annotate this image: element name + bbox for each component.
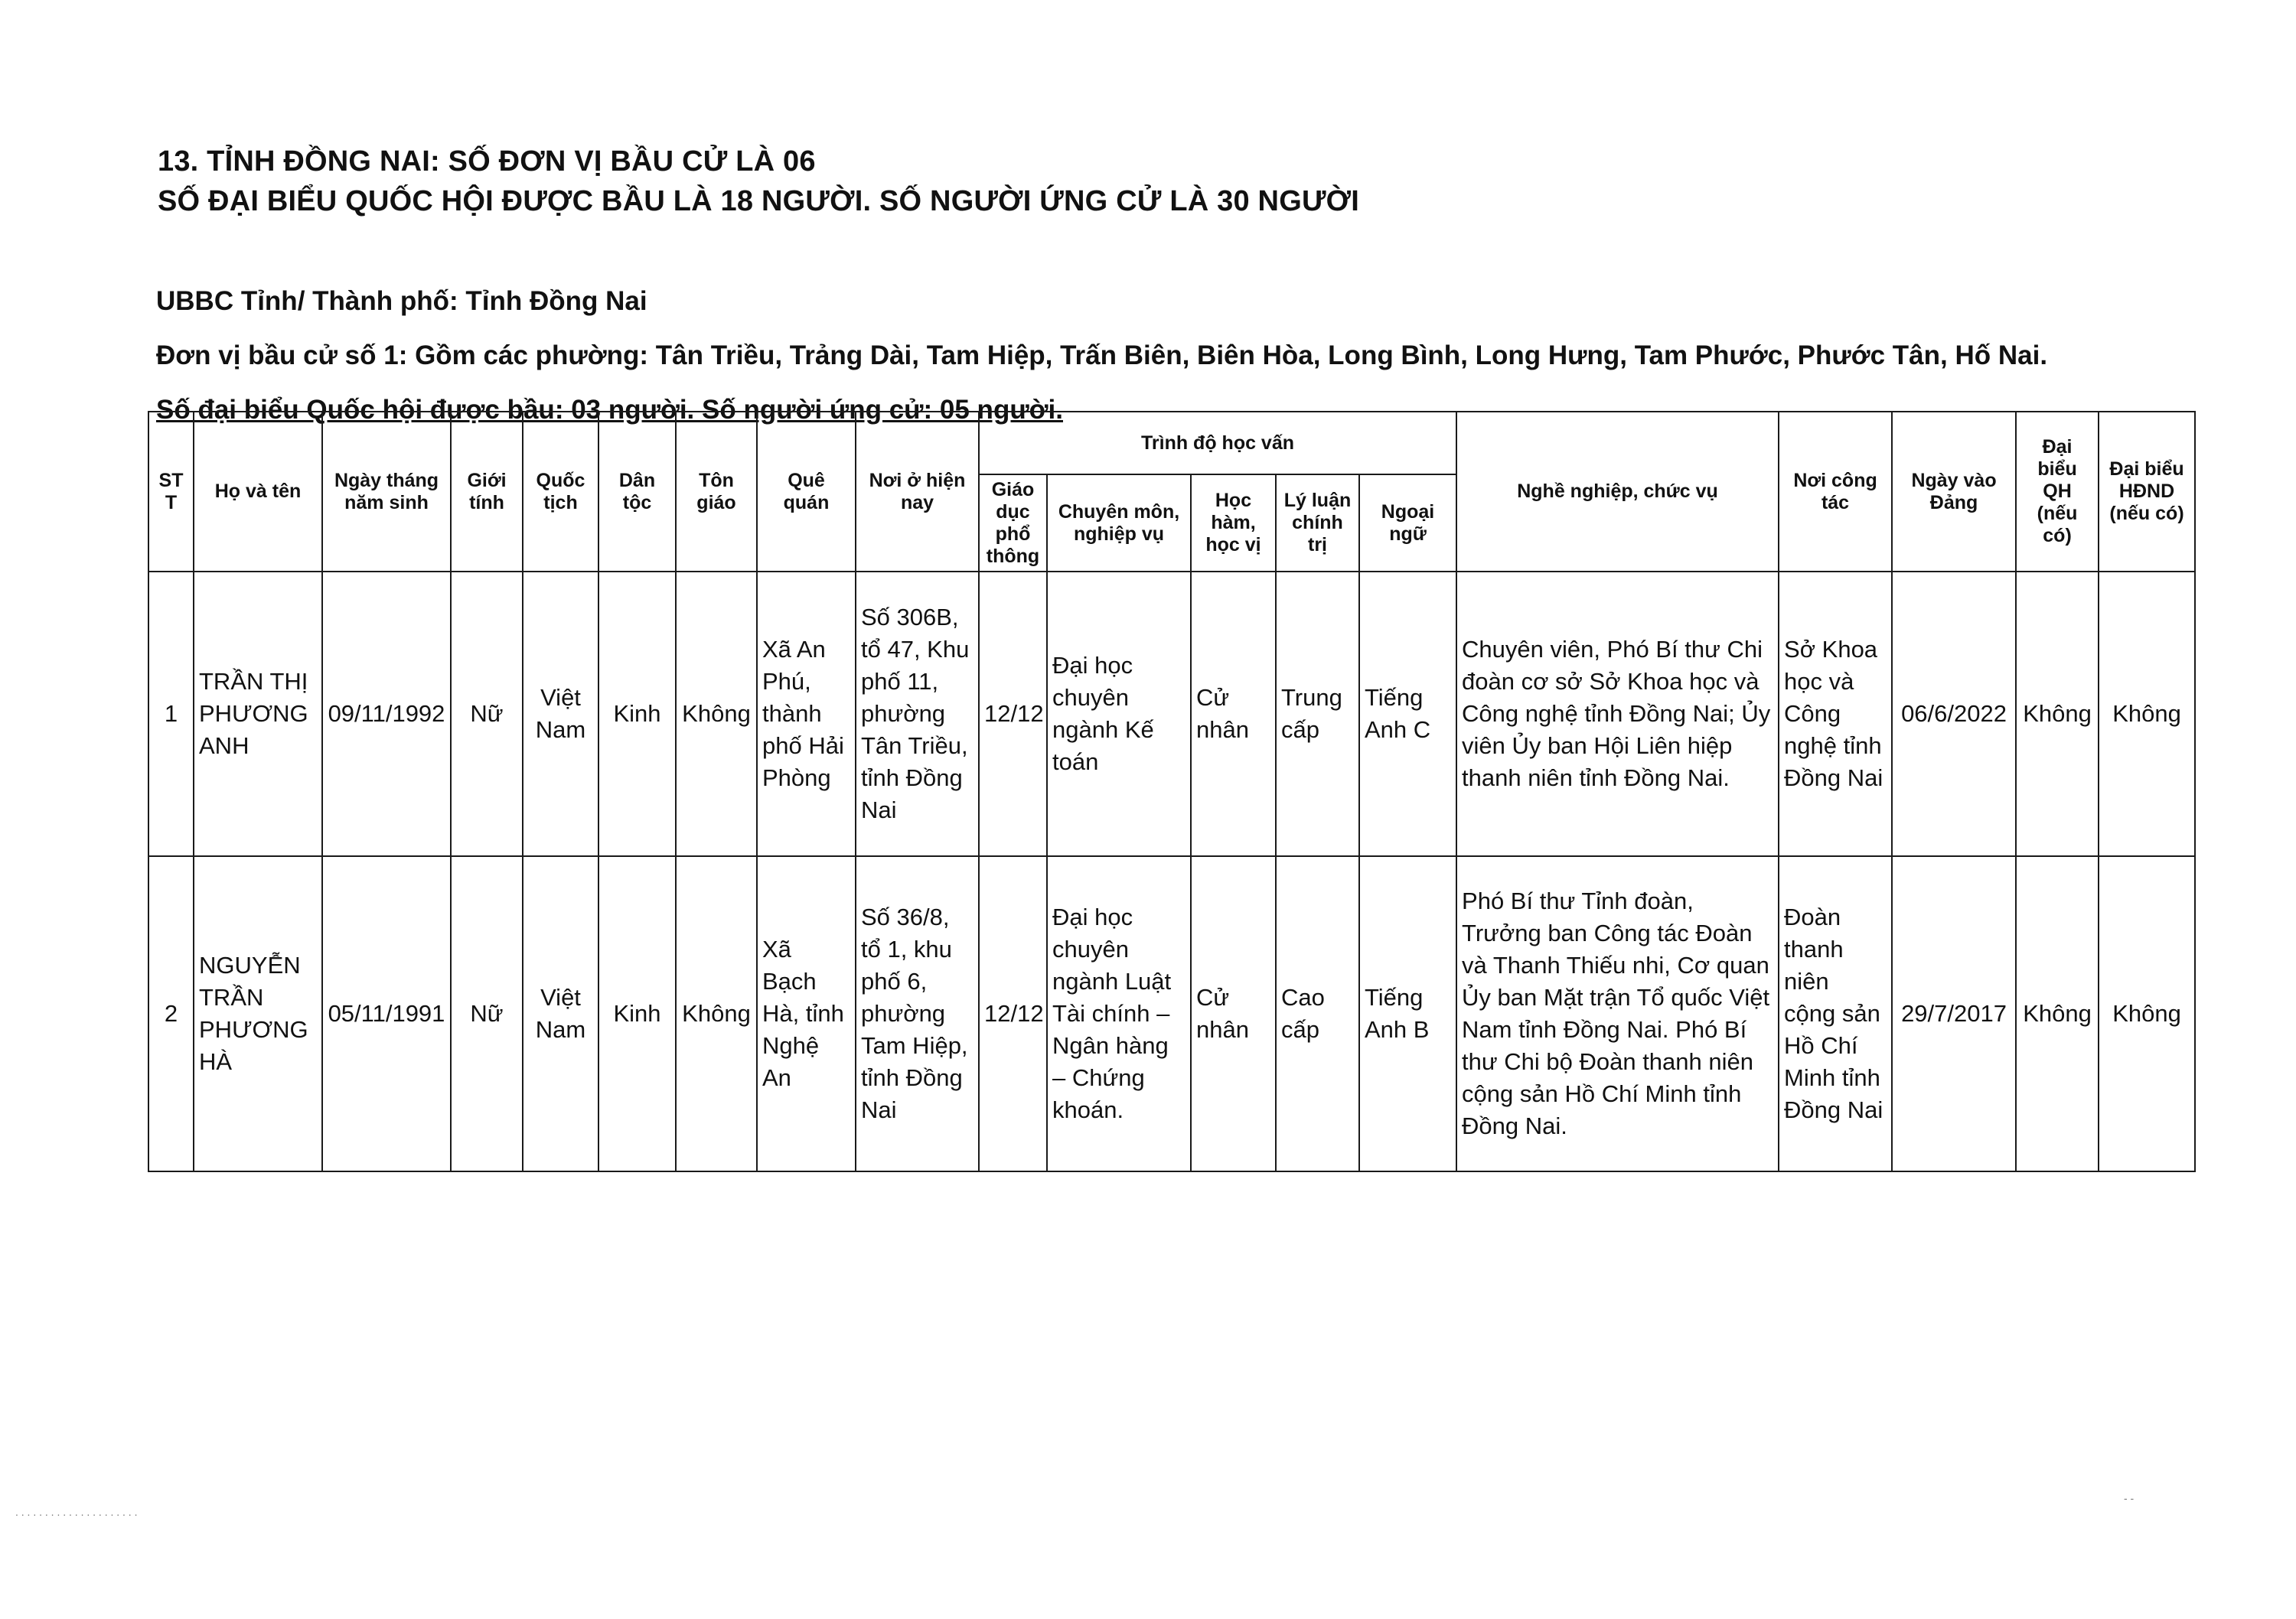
cell-political: Cao cấp <box>1276 856 1359 1171</box>
cell-gender: Nữ <box>451 856 523 1171</box>
cell-ethnicity: Kinh <box>598 572 676 856</box>
cell-council-delegate: Không <box>2099 572 2195 856</box>
header-specialty: Chuyên môn, nghiệp vụ <box>1047 474 1191 572</box>
cell-stt: 1 <box>148 572 194 856</box>
cell-council-delegate: Không <box>2099 856 2195 1171</box>
heading-line-1: 13. TỈNH ĐỒNG NAI: SỐ ĐƠN VỊ BẦU CỬ LÀ 06 <box>158 145 816 178</box>
cell-residence: Số 306B, tổ 47, Khu phố 11, phường Tân Triều, tỉnh Đồng Nai <box>856 572 979 856</box>
cell-workplace: Sở Khoa học và Công nghệ tỉnh Đồng Nai <box>1779 572 1892 856</box>
seats-line: Số đại biểu Quốc hội được bầu: 03 người. Số người ứng cử: 05 người. <box>156 395 1063 425</box>
header-education-group: Trình độ học vấn <box>979 412 1456 474</box>
cell-general-edu: 12/12 <box>979 856 1047 1171</box>
cell-religion: Không <box>676 856 757 1171</box>
table-row <box>148 856 2195 1171</box>
header-ethnicity: Dân tộc <box>598 412 676 572</box>
cell-gender: Nữ <box>451 572 523 856</box>
document-heading <box>158 142 1359 221</box>
cell-occupation: Phó Bí thư Tỉnh đoàn, Trưởng ban Công tác Đoàn và Thanh Thiếu nhi, Cơ quan Ủy ban Mặt trận Tổ quốc Việt Nam tỉnh Đồng Nai. Phó Bí thư Chi bộ Đoàn thanh niên cộng sản Hồ Chí Minh tỉnh Đồng Nai. <box>1456 856 1779 1171</box>
cell-na-delegate: Không <box>2016 572 2099 856</box>
header-row <box>148 412 2195 474</box>
cell-residence: Số 36/8, tổ 1, khu phố 6, phường Tam Hiệp, tỉnh Đồng Nai <box>856 856 979 1171</box>
cell-party-date: 29/7/2017 <box>1892 856 2016 1171</box>
cell-political: Trung cấp <box>1276 572 1359 856</box>
table-row <box>148 572 2195 856</box>
cell-hometown: Xã An Phú, thành phố Hải Phòng <box>757 572 856 856</box>
header-party-date: Ngày vào Đảng <box>1892 412 2016 572</box>
cell-occupation: Chuyên viên, Phó Bí thư Chi đoàn cơ sở Sở Khoa học và Công nghệ tỉnh Đồng Nai; Ủy viên Ủy ban Hội Liên hiệp thanh niên tỉnh Đồng Nai. <box>1456 572 1779 856</box>
cell-dob: 09/11/1992 <box>322 572 451 856</box>
header-gender: Giới tính <box>451 412 523 572</box>
cell-name: TRẦN THỊ PHƯƠNG ANH <box>194 572 322 856</box>
cell-language: Tiếng Anh C <box>1359 572 1456 856</box>
cell-language: Tiếng Anh B <box>1359 856 1456 1171</box>
header-general-edu: Giáo dục phổ thông <box>979 474 1047 572</box>
cell-specialty: Đại học chuyên ngành Kế toán <box>1047 572 1191 856</box>
header-dob: Ngày tháng năm sinh <box>322 412 451 572</box>
cell-stt: 2 <box>148 856 194 1171</box>
header-religion: Tôn giáo <box>676 412 757 572</box>
header-nationality: Quốc tịch <box>523 412 598 572</box>
header-residence: Nơi ở hiện nay <box>856 412 979 572</box>
cell-academic: Cử nhân <box>1191 572 1276 856</box>
header-occupation: Nghề nghiệp, chức vụ <box>1456 412 1779 572</box>
header-political: Lý luận chính trị <box>1276 474 1359 572</box>
heading-line-2: SỐ ĐẠI BIỂU QUỐC HỘI ĐƯỢC BẦU LÀ 18 NGƯỜI. SỐ NGƯỜI ỨNG CỬ LÀ 30 NGƯỜI <box>158 185 1360 217</box>
header-na-delegate: Đại biểu QH (nếu có) <box>2016 412 2099 572</box>
cell-name: NGUYỄN TRẦN PHƯƠNG HÀ <box>194 856 322 1171</box>
cell-dob: 05/11/1991 <box>322 856 451 1171</box>
unit-line: Đơn vị bầu cử số 1: Gồm các phường: Tân Triều, Trảng Dài, Tam Hiệp, Trấn Biên, Biên Hòa, Long Bình, Long Hưng, Tam Phước, Phước Tân, Hố Nai. <box>156 340 2048 370</box>
cell-party-date: 06/6/2022 <box>1892 572 2016 856</box>
header-workplace: Nơi công tác <box>1779 412 1892 572</box>
scan-artifact-left: . . . . . . . . . . . . . . . . . . . . . <box>15 1506 138 1518</box>
cell-ethnicity: Kinh <box>598 856 676 1171</box>
candidate-table <box>148 411 2196 1172</box>
committee-line: UBBC Tỉnh/ Thành phố: Tỉnh Đồng Nai <box>156 286 647 316</box>
cell-religion: Không <box>676 572 757 856</box>
header-name: Họ và tên <box>194 412 322 572</box>
cell-general-edu: 12/12 <box>979 572 1047 856</box>
cell-nationality: Việt Nam <box>523 572 598 856</box>
cell-hometown: Xã Bạch Hà, tỉnh Nghệ An <box>757 856 856 1171</box>
header-hometown: Quê quán <box>757 412 856 572</box>
cell-nationality: Việt Nam <box>523 856 598 1171</box>
cell-workplace: Đoàn thanh niên cộng sản Hồ Chí Minh tỉnh Đồng Nai <box>1779 856 1892 1171</box>
header-academic: Học hàm, học vị <box>1191 474 1276 572</box>
cell-academic: Cử nhân <box>1191 856 1276 1171</box>
cell-na-delegate: Không <box>2016 856 2099 1171</box>
header-council-delegate: Đại biểu HĐND (nếu có) <box>2099 412 2195 572</box>
header-stt: ST T <box>148 412 194 572</box>
cell-specialty: Đại học chuyên ngành Luật Tài chính – Ngân hàng – Chứng khoán. <box>1047 856 1191 1171</box>
scan-artifact-right: - - <box>2124 1492 2135 1504</box>
header-language: Ngoại ngữ <box>1359 474 1456 572</box>
